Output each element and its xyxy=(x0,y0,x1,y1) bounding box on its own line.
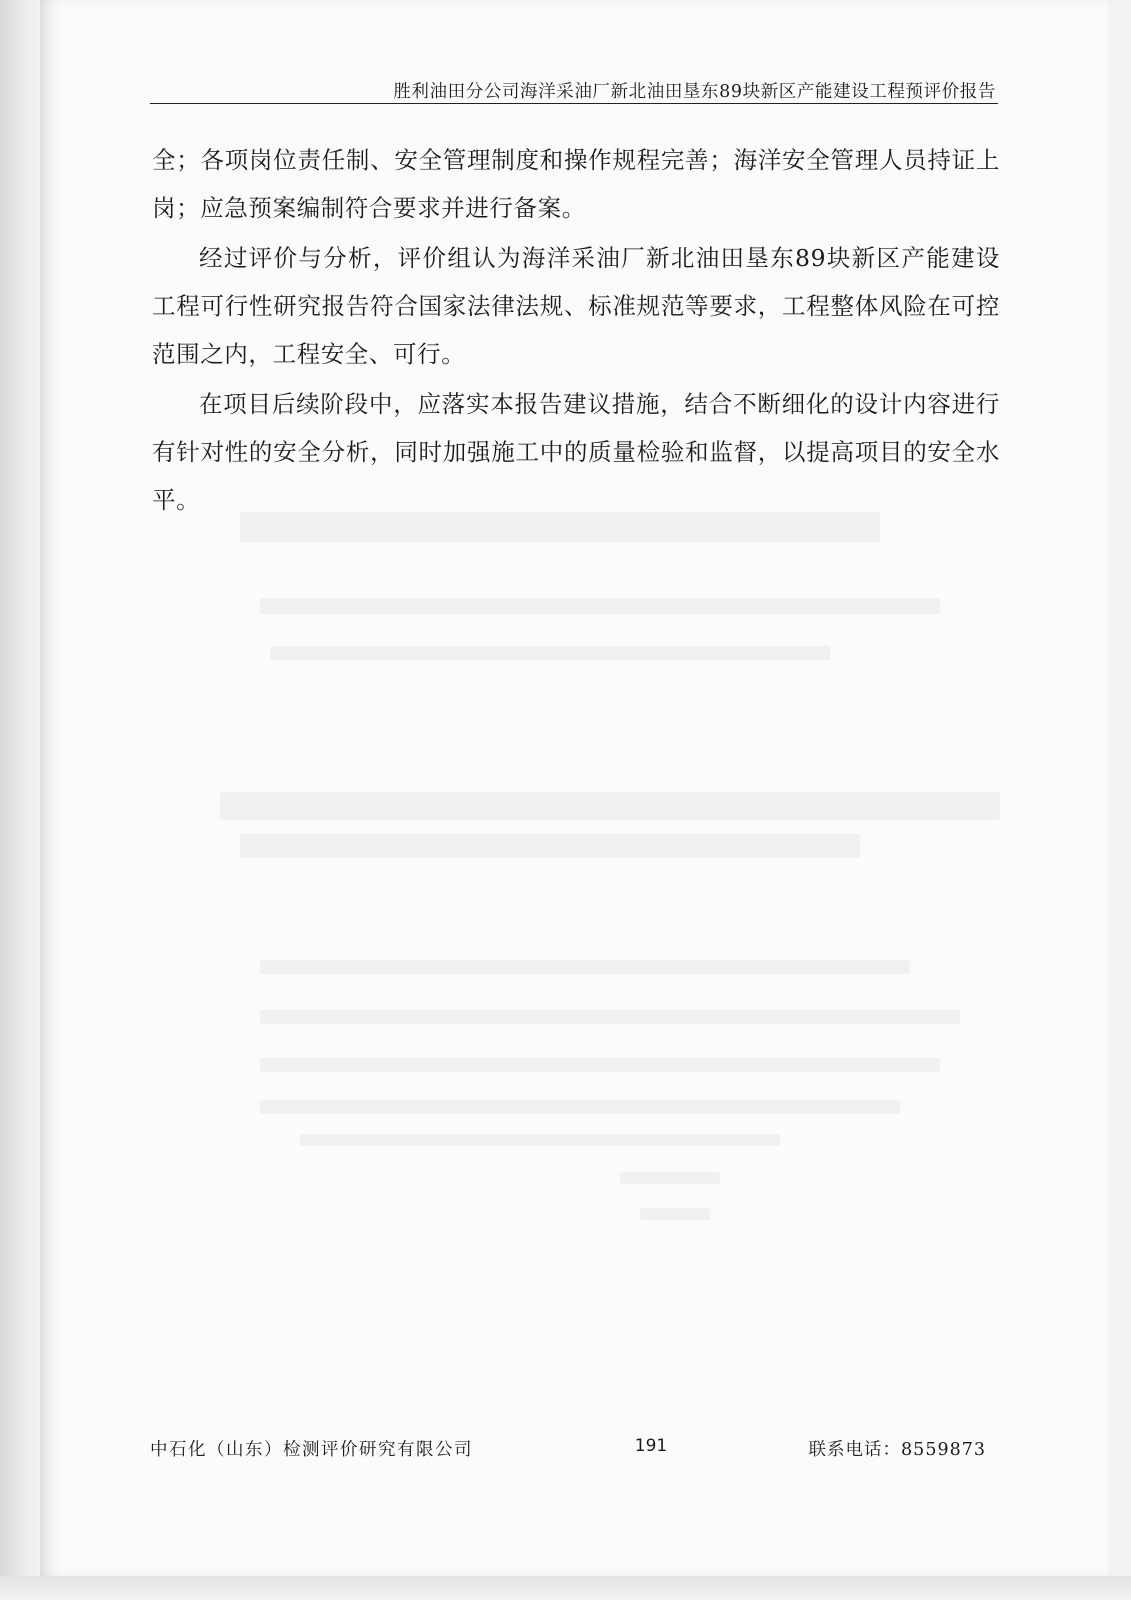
report-body xyxy=(152,136,1000,526)
bleed-through-mark xyxy=(640,1208,710,1220)
paragraph-continued: 全；各项岗位责任制、安全管理制度和操作规程完善；海洋安全管理人员持证上岗；应急预案编制符合要求并进行备案。 xyxy=(152,146,1000,222)
bleed-through-mark xyxy=(260,598,940,614)
running-header-title: 胜利油田分公司海洋采油厂新北油田垦东89块新区产能建设工程预评价报告 xyxy=(393,82,996,102)
bleed-through-mark xyxy=(270,646,830,660)
bleed-through-mark xyxy=(220,792,1000,820)
scan-bottom-shadow xyxy=(0,1576,1131,1600)
header-rule xyxy=(150,103,998,104)
footer-phone: 联系电话：8559873 xyxy=(808,1440,986,1460)
bleed-through-mark xyxy=(620,1172,720,1184)
scan-gutter-shadow xyxy=(0,0,40,1600)
bleed-through-mark xyxy=(260,960,910,974)
bleed-through-mark xyxy=(260,1010,960,1024)
paragraph-conclusion: 经过评价与分析，评价组认为海洋采油厂新北油田垦东89块新区产能建设工程可行性研究报告符合国家法律法规、标准规范等要求，工程整体风险在可控范围之内，工程安全、可行。 xyxy=(152,244,1000,368)
page-number: 191 xyxy=(634,1436,668,1456)
bleed-through-mark xyxy=(240,834,860,858)
bleed-through-mark xyxy=(300,1134,780,1146)
bleed-through-mark xyxy=(260,1058,940,1072)
paragraph-recommendation: 在项目后续阶段中，应落实本报告建议措施，结合不断细化的设计内容进行有针对性的安全分析，同时加强施工中的质量检验和监督，以提高项目的安全水平。 xyxy=(152,390,1000,514)
bleed-through-mark xyxy=(260,1100,900,1114)
footer-organization: 中石化（山东）检测评价研究有限公司 xyxy=(150,1440,473,1460)
